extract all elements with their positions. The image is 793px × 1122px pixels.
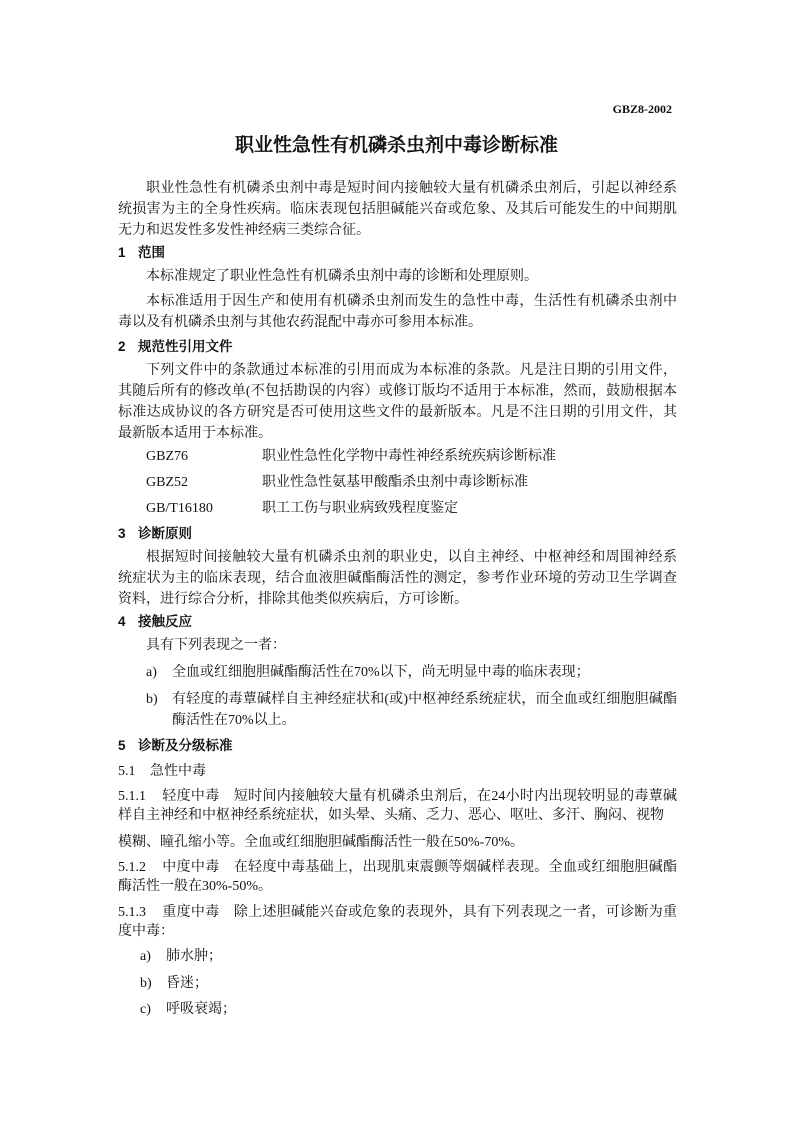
list-text: 昏迷； [166,976,208,991]
reference-item [118,446,677,467]
subsection-5-1-2 [118,858,677,896]
paragraph-continuation: 模糊、瞳孔缩小等。全血或红细胞胆碱酯酶活性一般在50%-70%。 [118,835,524,850]
list-item [118,999,677,1020]
reference-title: 职工工伤与职业病致残程度鉴定 [262,501,458,516]
section-title: 范围 [138,245,165,260]
subsection-5-1-heading [118,761,677,782]
paragraph: 本标准规定了职业性急性有机磷杀虫剂中毒的诊断和处理原则。 [146,269,538,284]
list-item [118,973,677,994]
section-number: 1 [118,245,126,260]
subsection-text: 短时间内接触较大量有机磷杀虫剂后，在24小时内出现较明显的毒蕈碱样自主神经和中枢神经系统症状，如头晕、头痛、乏力、恶心、呕吐、多汗、胸闷、视物 [118,789,678,823]
list-text: 呼吸衰竭； [166,1002,236,1017]
list-text: 有轻度的毒蕈碱样自主神经症状和(或)中枢神经系统症状，而全血或红细胞胆碱酯酶活性在70%以上。 [172,692,677,728]
subsection-number: 5.1.1 [118,789,146,804]
reference-code: GBZ76 [146,449,188,464]
subsection-number: 5.1 [118,764,136,779]
paragraph: 本标准适用于因生产和使用有机磷杀虫剂而发生的急性中毒，生活性有机磷杀虫剂中毒以及有机磷杀虫剂与其他农药混配中毒亦可参用本标准。 [118,294,677,330]
section-title: 诊断原则 [138,526,192,541]
list-item [118,689,677,731]
subsection-number: 5.1.2 [118,860,146,875]
reference-title: 职业性急性氨基甲酸酯杀虫剂中毒诊断标准 [262,475,528,490]
subsection-title: 急性中毒 [150,764,206,779]
section-title: 规范性引用文件 [138,339,233,354]
paragraph: 根据短时间接触较大量有机磷杀虫剂的职业史，以自主神经、中枢神经和周围神经系统症状为主的临床表现，结合血液胆碱酯酶活性的测定，参考作业环境的劳动卫生学调查资料，进行综合分析，排除其他类似疾病后，方可诊断。 [118,550,677,607]
list-item [118,946,677,967]
document-title: 职业性急性有机磷杀虫剂中毒诊断标准 [234,135,558,156]
reference-item [118,472,677,493]
list-marker: a) [140,949,151,964]
document-body [118,178,677,1020]
subsection-title: 重度中毒 [162,905,220,920]
subsection-5-1-1 [118,787,677,825]
section-number: 3 [118,526,126,541]
subsection-5-1-3 [118,903,677,941]
section-3-heading [118,525,677,543]
list-marker: a) [146,665,157,680]
paragraph: 具有下列表现之一者： [146,638,286,653]
section-1-heading [118,244,677,262]
section-title: 诊断及分级标准 [138,738,233,753]
reference-code: GBZ52 [146,475,188,490]
list-marker: c) [140,1002,151,1017]
reference-item [118,498,677,519]
list-marker: b) [146,692,158,707]
document-code: GBZ8-2002 [612,102,672,116]
reference-code: GB/T16180 [146,501,213,516]
section-number: 4 [118,614,126,629]
section-number: 5 [118,738,126,753]
list-item [118,662,677,683]
section-title: 接触反应 [138,614,192,629]
subsection-title: 轻度中毒 [162,789,220,804]
subsection-text: 除上述胆碱能兴奋或危象的表现外，具有下列表现之一者，可诊断为重度中毒： [118,905,678,939]
intro-paragraph: 职业性急性有机磷杀虫剂中毒是短时间内接触较大量有机磷杀虫剂后，引起以神经系统损害为主的全身性疾病。临床表现包括胆碱能兴奋或危象、及其后可能发生的中间期肌无力和迟发性多发性神经病三类综合征。 [118,181,677,238]
subsection-number: 5.1.3 [118,905,146,920]
reference-title: 职业性急性化学物中毒性神经系统疾病诊断标准 [262,449,556,464]
section-4-heading [118,613,677,631]
subsection-text: 在轻度中毒基础上，出现肌束震颤等烟碱样表现。全血或红细胞胆碱酯酶活性一般在30%-50%。 [118,860,678,894]
paragraph: 下列文件中的条款通过本标准的引用而成为本标准的条款。凡是注日期的引用文件，其随后所有的修改单(不包括勘误的内容）或修订版均不适用于本标准，然而，鼓励根据本标准达成协议的各方研究是否可使用这些文件的最新版本。凡是不注日期的引用文件，其最新版本适用于本标准。 [118,363,677,441]
section-5-heading [118,737,677,755]
list-text: 肺水肿； [166,949,222,964]
list-text: 全血或红细胞胆碱酯酶活性在70%以下，尚无明显中毒的临床表现； [172,665,590,680]
section-2-heading [118,338,677,356]
section-number: 2 [118,339,126,354]
subsection-title: 中度中毒 [162,860,220,875]
list-marker: b) [140,976,152,991]
